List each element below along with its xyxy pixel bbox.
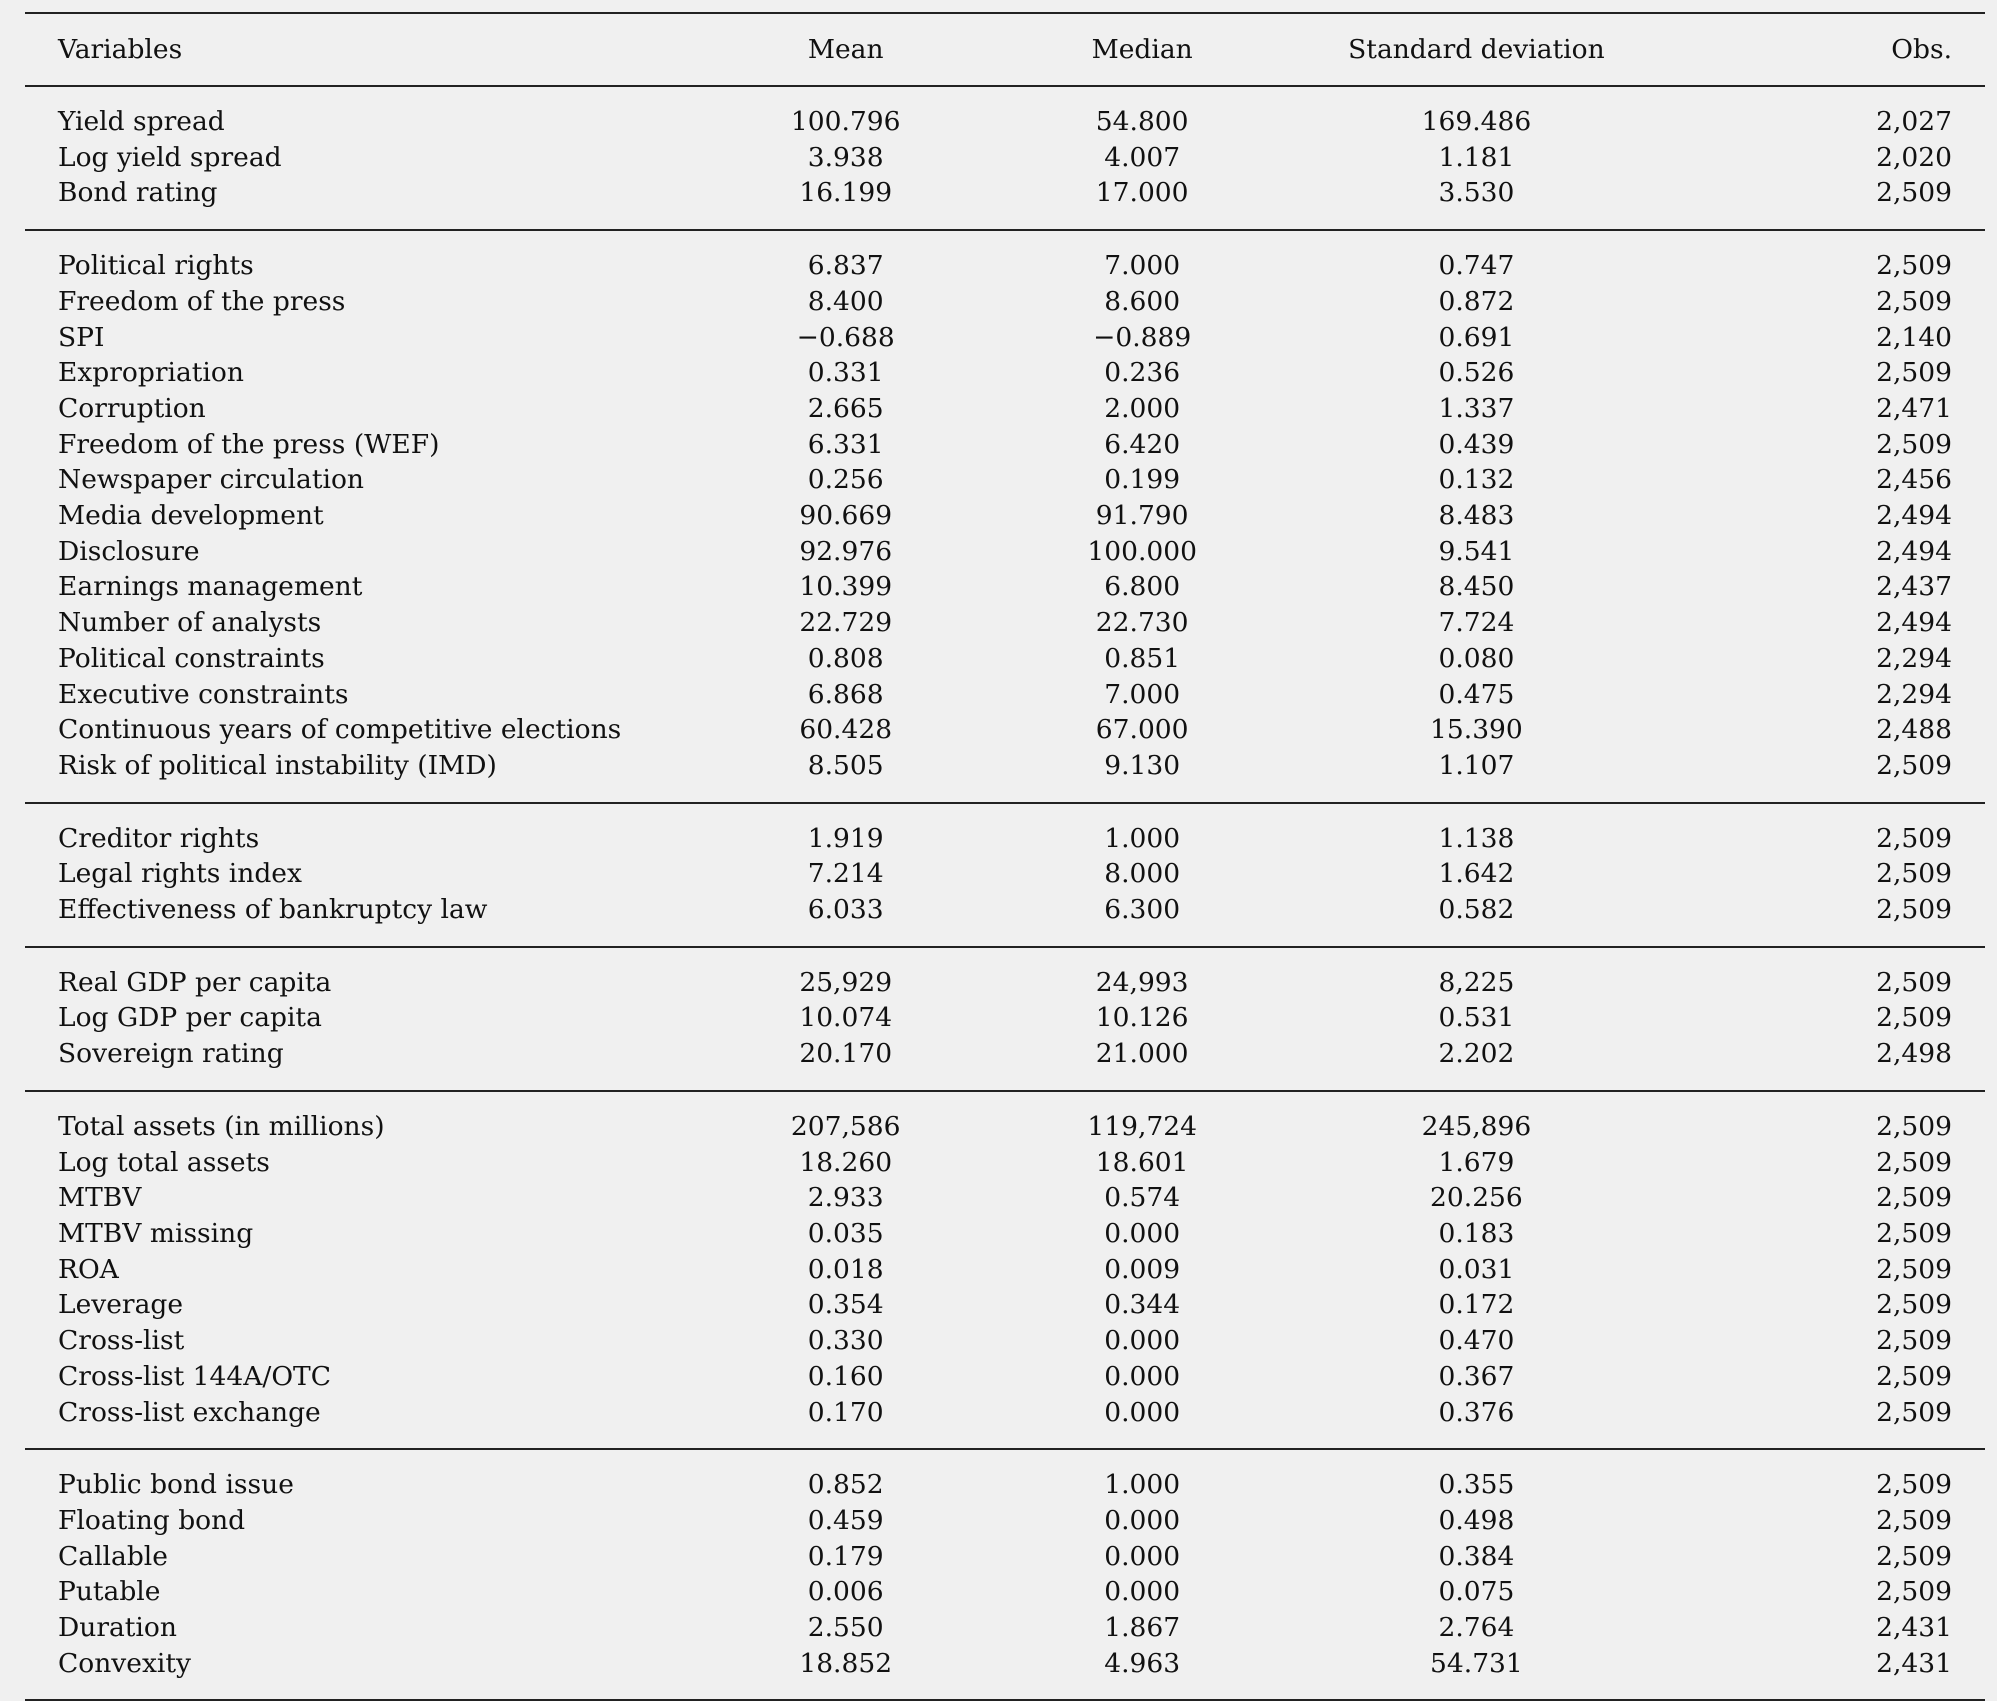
cell-standard-deviation: 0.376 — [1286, 1395, 1667, 1450]
cell-median: 54.800 — [1095, 106, 1189, 137]
cell-obs: 2,509 — [1876, 1360, 1952, 1392]
cell-obs: 2,509 — [1876, 1469, 1952, 1501]
cell-standard-deviation: 0.531 — [1438, 1002, 1515, 1034]
cell-variable: Bond rating — [25, 175, 693, 230]
cell-variable: Earnings management — [58, 571, 363, 603]
table-row — [25, 1323, 1985, 1359]
table-row — [25, 355, 1985, 391]
cell-variable: Duration — [58, 1612, 177, 1644]
cell-variable: Legal rights index — [58, 858, 302, 890]
cell-obs: 2,471 — [1876, 392, 1952, 424]
cell-variable: Freedom of the press — [58, 285, 346, 317]
cell-mean: 0.330 — [807, 1325, 884, 1357]
table-row — [25, 1503, 1985, 1539]
cell-obs: 2,509 — [1876, 1289, 1952, 1321]
cell-standard-deviation: 2.202 — [1286, 1036, 1667, 1091]
cell-variable: Disclosure — [58, 535, 200, 567]
cell-mean: 18.852 — [693, 1646, 999, 1701]
cell-median: 0.000 — [1104, 1217, 1181, 1249]
cell-variable: Log GDP per capita — [58, 1002, 322, 1034]
cell-variable: Putable — [58, 1576, 161, 1608]
cell-mean: 60.428 — [799, 714, 893, 746]
cell-variable: Freedom of the press (WEF) — [58, 428, 440, 460]
cell-variable: Callable — [58, 1540, 168, 1572]
table-row — [25, 230, 1985, 284]
cell-variable: Cross-list 144A/OTC — [58, 1360, 331, 1392]
cell-mean: 6.837 — [807, 250, 884, 282]
cell-standard-deviation: 0.470 — [1438, 1325, 1515, 1357]
cell-standard-deviation: 1.679 — [1438, 1146, 1515, 1178]
cell-obs: 2,509 — [1876, 1253, 1952, 1285]
cell-mean: 7.214 — [807, 858, 884, 890]
table-row — [25, 175, 1985, 230]
cell-obs: 2,431 — [1667, 1646, 1985, 1701]
table-row — [25, 748, 1985, 803]
cell-obs: 2,509 — [1876, 285, 1952, 317]
cell-median: 0.000 — [1104, 1540, 1181, 1572]
table-row — [25, 498, 1985, 534]
table-row — [25, 1359, 1985, 1395]
cell-mean: 0.256 — [807, 464, 884, 496]
cell-standard-deviation: 0.872 — [1438, 285, 1515, 317]
cell-standard-deviation: 20.256 — [1430, 1182, 1523, 1214]
table-row — [25, 1252, 1985, 1288]
cell-mean: 8.400 — [807, 285, 884, 317]
cell-standard-deviation: 0.747 — [1438, 250, 1515, 282]
cell-median: 2.000 — [1104, 392, 1181, 424]
cell-variable: Continuous years of competitive elections — [58, 714, 622, 746]
table-row — [25, 641, 1985, 677]
table-row — [25, 427, 1985, 463]
cell-variable: Yield spread — [58, 106, 225, 137]
table-row — [25, 534, 1985, 570]
cell-obs: 2,294 — [1876, 642, 1952, 674]
cell-obs: 2,488 — [1876, 714, 1952, 746]
cell-median: 24,993 — [1095, 966, 1189, 998]
cell-standard-deviation: 0.475 — [1438, 678, 1515, 710]
cell-standard-deviation: 0.691 — [1438, 321, 1515, 353]
cell-variable: Floating bond — [58, 1504, 246, 1536]
cell-obs: 2,509 — [1876, 1504, 1952, 1536]
cell-standard-deviation: 1.642 — [1438, 858, 1515, 890]
table-row — [25, 1180, 1985, 1216]
cell-mean: 0.459 — [807, 1504, 884, 1536]
header-row — [25, 13, 1985, 86]
cell-mean: 2.933 — [807, 1182, 884, 1214]
cell-median: 119,724 — [1087, 1110, 1197, 1142]
cell-mean: 0.808 — [807, 642, 884, 674]
cell-mean: 2.550 — [807, 1612, 884, 1644]
cell-variable: Number of analysts — [58, 607, 322, 639]
cell-standard-deviation: 8.483 — [1438, 500, 1515, 532]
cell-median: 22.730 — [1095, 607, 1189, 639]
cell-standard-deviation: 0.384 — [1438, 1540, 1515, 1572]
cell-standard-deviation: 9.541 — [1438, 535, 1515, 567]
cell-obs: 2,494 — [1876, 607, 1952, 639]
cell-standard-deviation: 8,225 — [1438, 966, 1515, 998]
cell-obs: 2,509 — [1667, 892, 1985, 947]
cell-variable: Cross-list — [58, 1325, 185, 1357]
cell-obs: 2,509 — [1876, 1002, 1952, 1034]
cell-mean: 0.006 — [807, 1576, 884, 1608]
cell-obs: 2,509 — [1876, 428, 1952, 460]
cell-mean: 18.260 — [799, 1146, 893, 1178]
cell-variable: Creditor rights — [58, 822, 260, 854]
cell-standard-deviation: 7.724 — [1438, 607, 1515, 639]
cell-obs: 2,509 — [1876, 1110, 1952, 1142]
table-row — [25, 1145, 1985, 1181]
cell-standard-deviation: 0.183 — [1438, 1217, 1515, 1249]
cell-standard-deviation: 169.486 — [1421, 106, 1532, 137]
cell-standard-deviation: 0.075 — [1438, 1576, 1515, 1608]
cell-variable: Public bond issue — [58, 1469, 294, 1501]
cell-variable: Log total assets — [58, 1146, 270, 1178]
cell-variable: MTBV missing — [58, 1217, 254, 1249]
cell-obs: 2,509 — [1876, 858, 1952, 890]
cell-median: 4.963 — [999, 1646, 1286, 1701]
cell-standard-deviation: 0.582 — [1286, 892, 1667, 947]
cell-variable: Media development — [58, 500, 324, 532]
cell-mean: 6.033 — [693, 892, 999, 947]
cell-median: 0.851 — [1104, 642, 1181, 674]
cell-variable: Risk of political instability (IMD) — [25, 748, 693, 803]
cell-mean: 16.199 — [693, 175, 999, 230]
cell-standard-deviation: 2.764 — [1438, 1612, 1515, 1644]
cell-standard-deviation: 1.138 — [1438, 822, 1515, 854]
cell-mean: 0.179 — [807, 1540, 884, 1572]
cell-mean: 0.018 — [807, 1253, 884, 1285]
cell-median: 10.126 — [1095, 1002, 1189, 1034]
cell-mean: 10.399 — [799, 571, 893, 603]
table-row — [25, 391, 1985, 427]
cell-median: −0.889 — [1093, 321, 1192, 353]
cell-standard-deviation: 15.390 — [1430, 714, 1523, 746]
cell-median: 0.236 — [1104, 357, 1181, 389]
cell-variable: Newspaper circulation — [58, 464, 364, 496]
cell-standard-deviation: 8.450 — [1438, 571, 1515, 603]
cell-obs: 2,494 — [1876, 500, 1952, 532]
table-row — [25, 1287, 1985, 1323]
cell-variable: Effectiveness of bankruptcy law — [25, 892, 693, 947]
cell-mean: 8.505 — [693, 748, 999, 803]
cell-median: 21.000 — [999, 1036, 1286, 1091]
cell-standard-deviation: 0.439 — [1438, 428, 1515, 460]
cell-median: 0.000 — [1104, 1325, 1181, 1357]
cell-variable: Convexity — [25, 1646, 693, 1701]
cell-mean: 25,929 — [799, 966, 893, 998]
table-row — [25, 284, 1985, 320]
cell-mean: 6.868 — [807, 678, 884, 710]
cell-mean: 20.170 — [693, 1036, 999, 1091]
table-row — [25, 803, 1985, 857]
cell-obs: 2,509 — [1876, 1217, 1952, 1249]
table-row — [25, 140, 1985, 176]
table-row — [25, 1091, 1985, 1145]
cell-mean: 0.852 — [807, 1469, 884, 1501]
table-row — [25, 856, 1985, 892]
header-mean: Mean — [693, 13, 999, 86]
cell-median: 7.000 — [1104, 678, 1181, 710]
cell-median: 0.574 — [1104, 1182, 1181, 1214]
cell-median: 0.000 — [999, 1395, 1286, 1450]
table-row — [25, 1216, 1985, 1252]
cell-obs: 2,140 — [1876, 321, 1952, 353]
table-row — [25, 86, 1985, 140]
cell-variable: Political rights — [58, 250, 254, 282]
cell-variable: SPI — [58, 321, 105, 353]
cell-median: 0.000 — [1104, 1576, 1181, 1608]
cell-standard-deviation: 0.172 — [1438, 1289, 1515, 1321]
cell-median: 91.790 — [1095, 500, 1189, 532]
cell-obs: 2,509 — [1876, 966, 1952, 998]
cell-median: 17.000 — [999, 175, 1286, 230]
cell-obs: 2,509 — [1876, 1146, 1952, 1178]
cell-obs: 2,294 — [1876, 678, 1952, 710]
cell-obs: 2,020 — [1876, 141, 1952, 173]
cell-variable: MTBV — [58, 1182, 142, 1214]
header-variables: Variables — [25, 13, 693, 86]
cell-obs: 2,509 — [1667, 1395, 1985, 1450]
table-row — [25, 569, 1985, 605]
cell-median: 6.300 — [999, 892, 1286, 947]
header-obs: Obs. — [1667, 13, 1985, 86]
cell-median: 1.000 — [1104, 822, 1181, 854]
cell-obs: 2,509 — [1876, 1182, 1952, 1214]
table-row — [25, 462, 1985, 498]
cell-variable: Expropriation — [58, 357, 244, 389]
table-row — [25, 892, 1985, 947]
cell-mean: 22.729 — [799, 607, 893, 639]
cell-obs: 2,494 — [1876, 535, 1952, 567]
cell-median: 18.601 — [1095, 1146, 1189, 1178]
table-row — [25, 1610, 1985, 1646]
cell-obs: 2,509 — [1667, 175, 1985, 230]
cell-variable: Cross-list exchange — [25, 1395, 693, 1450]
cell-standard-deviation: 0.080 — [1438, 642, 1515, 674]
cell-variable: Leverage — [58, 1289, 184, 1321]
cell-variable: Log yield spread — [58, 141, 282, 173]
cell-mean: 1.919 — [807, 822, 884, 854]
cell-median: 8.000 — [1104, 858, 1181, 890]
cell-standard-deviation: 3.530 — [1286, 175, 1667, 230]
cell-standard-deviation: 1.181 — [1438, 141, 1515, 173]
cell-median: 0.344 — [1104, 1289, 1181, 1321]
cell-variable: Total assets (in millions) — [58, 1110, 385, 1142]
cell-median: 0.009 — [1104, 1253, 1181, 1285]
cell-obs: 2,437 — [1876, 571, 1952, 603]
table-row — [25, 1449, 1985, 1503]
table-row — [25, 947, 1985, 1001]
summary-statistics-table — [25, 12, 1985, 1701]
table-row — [25, 677, 1985, 713]
cell-mean: 100.796 — [790, 106, 901, 137]
cell-mean: 90.669 — [799, 500, 893, 532]
cell-standard-deviation: 1.337 — [1438, 392, 1515, 424]
cell-obs: 2,509 — [1876, 357, 1952, 389]
cell-standard-deviation: 0.355 — [1438, 1469, 1515, 1501]
table-row — [25, 1036, 1985, 1091]
cell-median: 4.007 — [1104, 141, 1181, 173]
table-row — [25, 712, 1985, 748]
cell-median: 100.000 — [1087, 535, 1197, 567]
cell-standard-deviation: 0.498 — [1438, 1504, 1515, 1536]
cell-obs: 2,431 — [1876, 1612, 1952, 1644]
cell-variable: ROA — [58, 1253, 119, 1285]
cell-median: 9.130 — [999, 748, 1286, 803]
cell-variable: Real GDP per capita — [58, 966, 332, 998]
cell-variable: Sovereign rating — [25, 1036, 693, 1091]
cell-standard-deviation: 54.731 — [1286, 1646, 1667, 1701]
cell-median: 6.420 — [1104, 428, 1181, 460]
cell-standard-deviation: 245,896 — [1421, 1110, 1532, 1142]
table-row — [25, 1395, 1985, 1450]
table-row — [25, 1574, 1985, 1610]
table-row — [25, 605, 1985, 641]
cell-obs: 2,498 — [1667, 1036, 1985, 1091]
cell-median: 0.199 — [1104, 464, 1181, 496]
cell-median: 67.000 — [1095, 714, 1189, 746]
header-standard-deviation: Standard deviation — [1286, 13, 1667, 86]
header-median: Median — [999, 13, 1286, 86]
cell-mean: 6.331 — [807, 428, 884, 460]
cell-obs: 2,509 — [1876, 250, 1952, 282]
cell-variable: Corruption — [58, 392, 206, 424]
cell-obs: 2,027 — [1876, 106, 1952, 137]
cell-obs: 2,509 — [1876, 822, 1952, 854]
cell-variable: Political constraints — [58, 642, 325, 674]
table-row — [25, 1000, 1985, 1036]
cell-mean: 0.331 — [807, 357, 884, 389]
cell-mean: 0.160 — [807, 1360, 884, 1392]
cell-mean: 0.354 — [807, 1289, 884, 1321]
cell-median: 8.600 — [1104, 285, 1181, 317]
cell-obs: 2,509 — [1667, 748, 1985, 803]
cell-mean: 92.976 — [799, 535, 893, 567]
table-row — [25, 1646, 1985, 1701]
cell-median: 6.800 — [1104, 571, 1181, 603]
cell-median: 1.000 — [1104, 1469, 1181, 1501]
cell-mean: 10.074 — [799, 1002, 893, 1034]
cell-mean: 3.938 — [807, 141, 884, 173]
cell-obs: 2,456 — [1876, 464, 1952, 496]
cell-mean: −0.688 — [796, 321, 895, 353]
cell-mean: 0.170 — [693, 1395, 999, 1450]
cell-standard-deviation: 0.031 — [1438, 1253, 1515, 1285]
cell-median: 1.867 — [1104, 1612, 1181, 1644]
table-header — [25, 13, 1985, 86]
cell-obs: 2,509 — [1876, 1540, 1952, 1572]
cell-standard-deviation: 0.367 — [1438, 1360, 1515, 1392]
cell-median: 0.000 — [1104, 1360, 1181, 1392]
cell-variable: Executive constraints — [58, 678, 349, 710]
table-row — [25, 320, 1985, 356]
table-body — [25, 86, 1985, 1700]
cell-median: 0.000 — [1104, 1504, 1181, 1536]
cell-standard-deviation: 0.132 — [1438, 464, 1515, 496]
cell-obs: 2,509 — [1876, 1325, 1952, 1357]
cell-mean: 0.035 — [807, 1217, 884, 1249]
cell-mean: 207,586 — [790, 1110, 901, 1142]
cell-standard-deviation: 0.526 — [1438, 357, 1515, 389]
cell-mean: 2.665 — [807, 392, 884, 424]
table-row — [25, 1539, 1985, 1575]
cell-standard-deviation: 1.107 — [1286, 748, 1667, 803]
cell-median: 7.000 — [1104, 250, 1181, 282]
cell-obs: 2,509 — [1876, 1576, 1952, 1608]
